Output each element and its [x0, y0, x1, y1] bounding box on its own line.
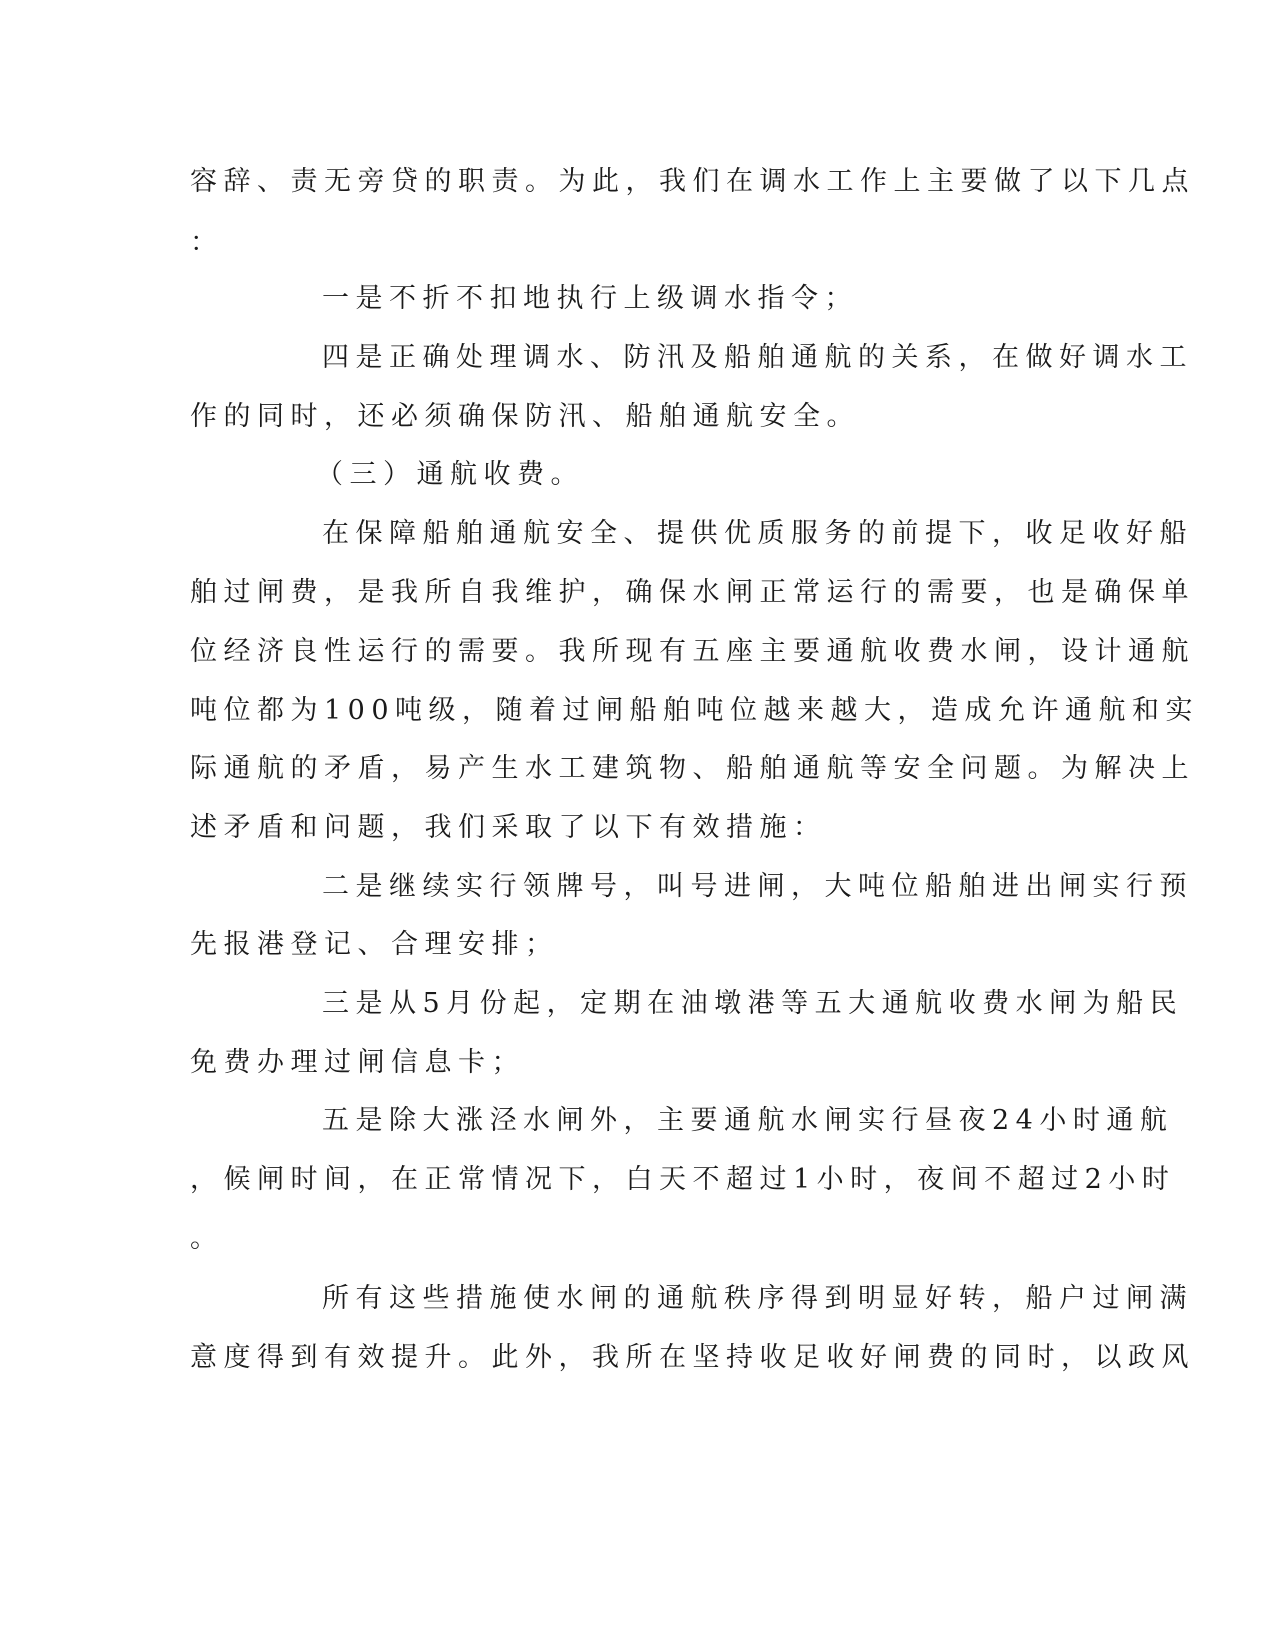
paragraph-line: 际通航的矛盾，易产生水工建筑物、船舶通航等安全问题。为解决上	[190, 753, 1195, 784]
paragraph-line: 意度得到有效提升。此外，我所在坚持收足收好闸费的同时，以政风	[190, 1342, 1195, 1373]
paragraph-line: 吨位都为100吨级，随着过闸船舶吨位越来越大，造成允许通航和实	[190, 695, 1200, 726]
paragraph-line: 舶过闸费，是我所自我维护，确保水闸正常运行的需要，也是确保单	[190, 577, 1195, 608]
paragraph-line: 容辞、责无旁贷的职责。为此，我们在调水工作上主要做了以下几点	[190, 166, 1195, 197]
list-item: 四是正确处理调水、防汛及船舶通航的关系，在做好调水工	[322, 342, 1193, 373]
list-item: 二是继续实行领牌号，叫号进闸，大吨位船舶进出闸实行预	[322, 871, 1193, 902]
paragraph-line: 位经济良性运行的需要。我所现有五座主要通航收费水闸，设计通航	[190, 636, 1195, 667]
paragraph-line: 先报港登记、合理安排；	[190, 929, 559, 960]
paragraph-line: ，候闸时间，在正常情况下，白天不超过1小时，夜间不超过2小时	[190, 1164, 1176, 1195]
paragraph-line: 。	[190, 1223, 224, 1254]
paragraph-line: 作的同时，还必须确保防汛、船舶通航安全。	[190, 401, 860, 432]
paragraph-line: 在保障船舶通航安全、提供优质服务的前提下，收足收好船	[322, 518, 1193, 549]
paragraph-line: 所有这些措施使水闸的通航秩序得到明显好转，船户过闸满	[322, 1283, 1193, 1314]
section-heading: （三）通航收费。	[316, 459, 584, 490]
paragraph-line: ：	[190, 227, 224, 258]
list-item: 五是除大涨泾水闸外，主要通航水闸实行昼夜24小时通航	[322, 1105, 1174, 1136]
list-item: 一是不折不扣地执行上级调水指令；	[322, 283, 858, 314]
paragraph-line: 述矛盾和问题，我们采取了以下有效措施：	[190, 812, 827, 843]
list-item: 三是从5月份起，定期在油墩港等五大通航收费水闸为船民	[322, 988, 1184, 1019]
paragraph-line: 免费办理过闸信息卡；	[190, 1047, 525, 1078]
